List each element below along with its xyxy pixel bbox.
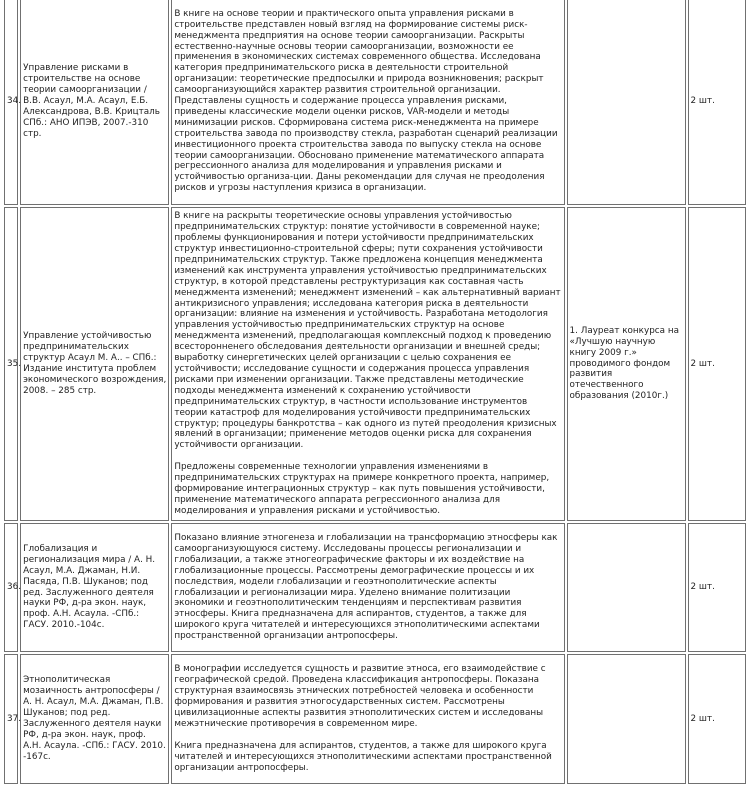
description-paragraph: Предложены современные технологии управления изменениями в предпринимательских структурах на примере конкретного проекта, например, формирование интеграционных структур – как путь повышения устойчивости, применение математического аппарата регрессионного анализа для моделирования и управления рисками и устойчивостью. — [174, 462, 550, 516]
award-cell — [567, 523, 686, 652]
reference-cell: Управление устойчивостью предпринимательских структур Асаул М. А.. – СПб.: Издание института проблем экономического возрождения, 2008. – 285 стр. — [20, 207, 169, 521]
row-number: 34. — [4, 0, 18, 205]
count-cell: 2 шт. — [688, 654, 747, 784]
count-cell: 2 шт. — [688, 523, 747, 652]
award-cell — [567, 0, 686, 205]
row-number: 36. — [4, 523, 18, 652]
description-cell — [171, 207, 564, 521]
reference-cell: Этнополитическая мозаичность антропосферы / А. Н. Асаул, М.А. Джаман, П.В. Шуканов; под ред. Заслуженного деятеля науки РФ, д-ра экон. наук, проф. А.Н. Асаула. -СПб.: ГАСУ. 2010. -167с. — [20, 654, 169, 784]
table-row — [4, 523, 746, 652]
table-row — [4, 207, 746, 521]
award-cell — [567, 654, 686, 784]
count-cell: 2 шт. — [688, 0, 747, 205]
table-row — [4, 654, 746, 784]
award-cell: 1. Лауреат конкурса на «Лучшую научную книгу 2009 г.» проводимого фондом развития отечественного образования (2010г.) — [567, 207, 686, 521]
description-paragraph: В монографии исследуется сущность и развитие этноса, его взаимодействие с географической средой. Проведена классификация антропосферы. Показана структурная взаимосвязь этнических потребностей человека и особенности формирования и развития этногосударственных систем. Рассмотрены цивилизационные аспекты развития этнополитических систем и исследованы межэтнические противоречия в современном мире. — [174, 664, 546, 729]
description-paragraph: Книга предназначена для аспирантов, студентов, а также для широкого круга читателей и интересующихся этнополитическими аспектами пространственной организации антропосферы. — [174, 740, 552, 773]
row-number: 37. — [4, 654, 18, 784]
reference-cell: Управление рисками в строительстве на основе теории самоорганизации / В.В. Асаул, М.А. Асаул, Е.Б. Александрова, В.В. Крицталь СПб.: АНО ИПЭВ, 2007.-310 стр. — [20, 0, 169, 205]
description-paragraph: Показано влияние этногенеза и глобализации на трансформацию этносферы как самоорганизующуюся систему. Исследованы процессы регионализации и глобализации, а также этногеографические факторы и их воздействие на глобализационные процессы. Рассмотрены демографические процессы и их последствия, модели глобализации и геоэтнополитические аспекты глобализации и регионализации мира. Уделено внимание политизации экономики и геоэтнополитическим тенденциям и перспективам развития этносферы. Книга предназначена для аспирантов, студентов, а также для широкого круга читателей и интересующихся этнополитическими аспектами пространственной организации антропосферы. — [174, 532, 558, 642]
description-cell — [171, 523, 564, 652]
count-cell: 2 шт. — [688, 207, 747, 521]
description-paragraph: В книге на основе теории и практического опыта управления рисками в строительстве представлен новый взгляд на формирование системы риск-менеджмента предприятия на основе теории самоорганизации. Раскрыты естественно-научные основы теории самоорганизации, возможности ее применения в экономических системах современного общества. Исследована категория предпринимательского риска в деятельности строительной организации: теоретические предпосылки и природа возникновения; раскрыт самоорганизующийся характер развития строительной организации. Представлены сущность и содержание процесса управления рисками, приведены классические модели оценки рисков, VAR-модели и методы минимизации рисков. Сформирована система риск-менеджмента на примере строительства завода по производству стекла, разработан сценарий реализации инвестиционного проекта строительства завода по выпуску стекла на основе теории самоорганизации. Обосновано применение математического аппарата регрессионного анализа для моделирования и управления рисками и устойчивостью организа-ции. Даны рекомендации для случая не преодоления рисков и угрозы наступления кризиса в организации. — [174, 8, 558, 194]
row-number: 35. — [4, 207, 18, 521]
table-row — [4, 0, 746, 205]
description-cell — [171, 654, 564, 784]
catalog-table — [2, 0, 748, 786]
reference-cell: Глобализация и регионализация мира / А. Н. Асаул, М.А. Джаман, Н.И. Пасяда, П.В. Шуканов; под ред. Заслуженного деятеля науки РФ, д-ра экон. наук, проф. А.Н. Асаула. -СПб.: ГАСУ. 2010.-104с. — [20, 523, 169, 652]
description-paragraph: В книге на раскрыты теоретические основы управления устойчивостью предпринимательских структур: понятие устойчивости в современной науке; проблемы функционирования и потери устойчивости предпринимательских структур инвестиционно-строительной сферы; пути сохранения устойчивости предпринимательских структур. Также предложена концепция менеджмента изменений как инструмента управления устойчивостью предпринимательских структур, в которой представлены реструктуризация как составная часть менеджмента изменений; менеджмент изменений – как альтернативный вариант антикризисного управления; исследована категория риска в деятельности организации: влияние на изменения и устойчивость. Разработана методология управления устойчивостью предпринимательских структур на основе менеджмента изменений, предполагающая комплексный подход к проведению всесторонненего обследования деятельности организации и внешней среды; выработку синергетических целей организации с целью сохранения ее устойчивости; исследование сущности и содержания процесса управления рисками при изменении организации. Также представлены методические подходы менеджмента изменений к сохранению устойчивости предпринимательских структур, в частности использование инструментов теории катастроф для моделирования устойчивости предпринимательских структур; процедуры банкротства – как одного из путей преодоления кризисных явлений в организации; применение методов оценки риска для сохранения устойчивости организации. — [174, 211, 561, 451]
description-cell — [171, 0, 564, 205]
